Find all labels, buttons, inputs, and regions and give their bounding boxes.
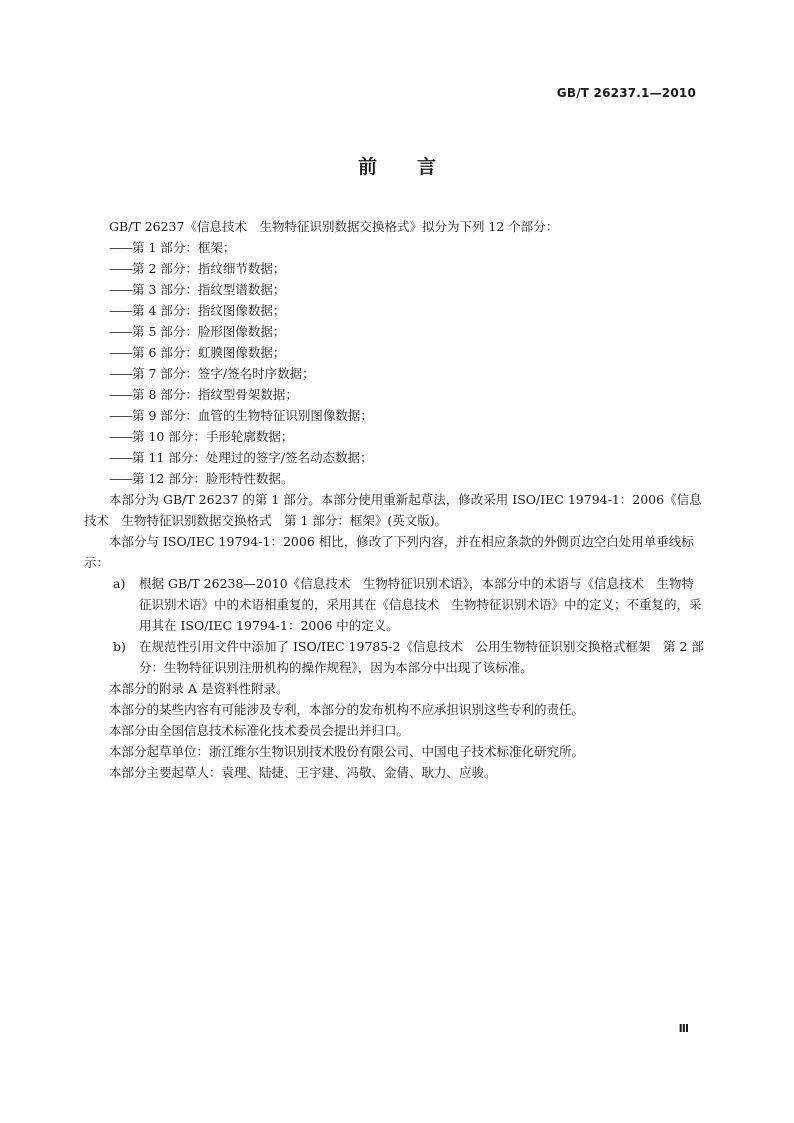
list-item-text: 第 1 部分：框架； <box>132 240 236 255</box>
drafting-units-paragraph: 本部分起草单位：浙江维尔生物识别技术股份有限公司、中国电子技术标准化研究所。 <box>109 744 585 759</box>
page-number: Ⅲ <box>678 1022 689 1035</box>
list-item <box>84 405 704 426</box>
dash-marker: —— <box>109 324 132 339</box>
list-item-text: 第 9 部分：血管的生物特征识别图像数据； <box>132 408 373 423</box>
change-item-text: 根据 GB/T 26238—2010《信息技术 生物特征识别术语》，本部分中的术语与《信息技术 生物特征识别术语》中的术语相重复的，采用其在《信息技术 生物特征识别术语》中的定义；不重复的，采用其在 ISO/IEC 19794-1：2006 中的定义。 <box>139 576 702 633</box>
dash-marker: —— <box>109 366 132 381</box>
title-char-1: 前 <box>357 156 377 178</box>
change-item-text: 在规范性引用文件中添加了 ISO/IEC 19785-2《信息技术 公用生物特征识别交换格式框架 第 2 部分：生物特征识别注册机构的操作规程》，因为本部分中出现了该标准。 <box>139 639 704 675</box>
list-item-text: 第 8 部分：指纹型骨架数据； <box>132 387 298 402</box>
dash-marker: —— <box>109 429 132 444</box>
change-item-b <box>84 636 704 678</box>
list-item-text: 第 2 部分：指纹细节数据； <box>132 261 286 276</box>
list-item <box>84 300 704 321</box>
standard-number: GB/T 26237.1—2010 <box>556 86 696 100</box>
change-item-a <box>84 573 704 636</box>
list-item <box>84 468 704 489</box>
page-title <box>0 152 794 179</box>
dash-marker: —— <box>109 282 132 297</box>
annex-paragraph: 本部分的附录 A 是资料性附录。 <box>109 681 289 696</box>
list-item-text: 第 6 部分：虹膜图像数据； <box>132 345 286 360</box>
list-item <box>84 321 704 342</box>
dash-marker: —— <box>109 387 132 402</box>
list-item <box>84 342 704 363</box>
list-item <box>84 258 704 279</box>
dash-marker: —— <box>109 471 132 486</box>
list-item <box>84 279 704 300</box>
item-marker: a) <box>113 576 126 591</box>
list-item <box>84 237 704 258</box>
adoption-paragraph: 本部分为 GB/T 26237 的第 1 部分。本部分使用重新起草法，修改采用 ISO/IEC 19794-1：2006《信息技术 生物特征识别数据交换格式 第 1 部分：框架》(英文版)。 <box>84 492 702 528</box>
dash-marker: —— <box>109 450 132 465</box>
drafters-paragraph: 本部分主要起草人：袁理、陆捷、王宇建、冯敬、金倩、耿力、应骏。 <box>109 765 497 780</box>
list-item-text: 第 7 部分：签字/签名时序数据； <box>132 366 315 381</box>
list-item-text: 第 12 部分：脸形特性数据。 <box>132 471 294 486</box>
dash-marker: —— <box>109 240 132 255</box>
title-char-2: 言 <box>417 156 437 178</box>
list-item-text: 第 4 部分：指纹图像数据； <box>132 303 286 318</box>
list-item <box>84 384 704 405</box>
dash-marker: —— <box>109 408 132 423</box>
list-item <box>84 447 704 468</box>
dash-marker: —— <box>109 261 132 276</box>
list-item-text: 第 3 部分：指纹型谱数据； <box>132 282 286 297</box>
list-item-text: 第 10 部分：手形轮廓数据； <box>132 429 294 444</box>
dash-marker: —— <box>109 303 132 318</box>
list-item-text: 第 11 部分：处理过的签字/签名动态数据； <box>132 450 373 465</box>
item-marker: b) <box>113 639 126 654</box>
dash-marker: —— <box>109 345 132 360</box>
list-item <box>84 426 704 447</box>
intro-paragraph: GB/T 26237《信息技术 生物特征识别数据交换格式》拟分为下列 12 个部分： <box>109 219 559 234</box>
patent-paragraph: 本部分的某些内容有可能涉及专利，本部分的发布机构不应承担识别这些专利的责任。 <box>109 702 585 717</box>
changes-paragraph: 本部分与 ISO/IEC 19794-1：2006 相比，修改了下列内容，并在相应条款的外侧页边空白处用单垂线标示： <box>84 534 694 570</box>
foreword-body <box>84 216 704 783</box>
list-item-text: 第 5 部分：脸形图像数据； <box>132 324 286 339</box>
proposer-paragraph: 本部分由全国信息技术标准化技术委员会提出并归口。 <box>109 723 410 738</box>
list-item <box>84 363 704 384</box>
